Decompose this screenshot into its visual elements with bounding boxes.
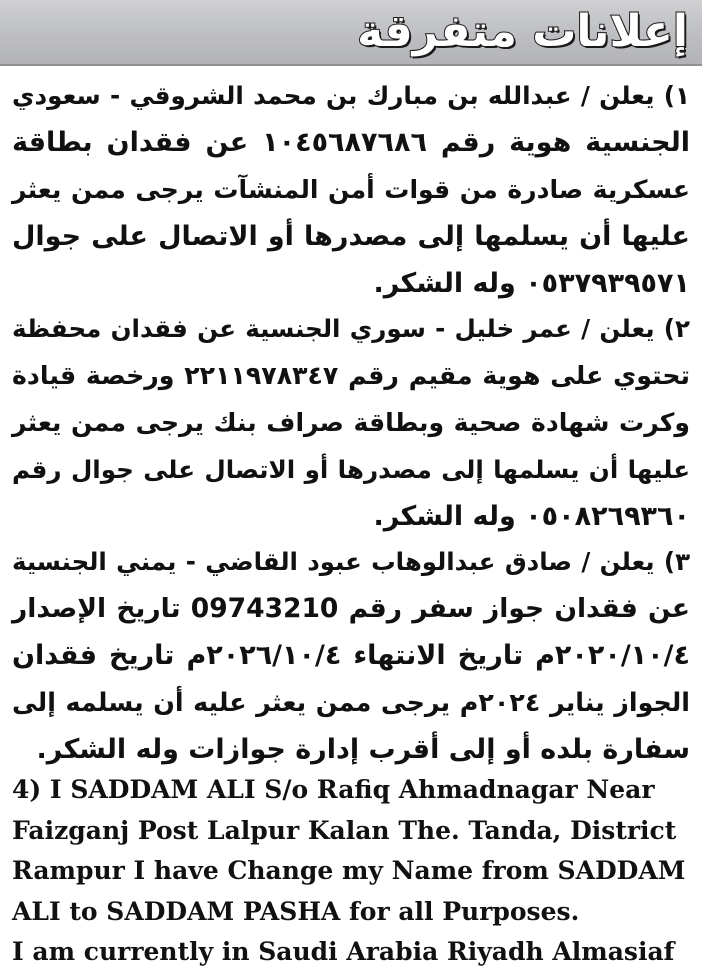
notice-3-line: ٣) يعلن / صادق عبدالوهاب عبود القاضي - يمني الجنسية: [12, 547, 690, 576]
section-header: [0, 0, 702, 66]
notice-1-line: ١) يعلن / عبدالله بن مبارك بن محمد الشروقي - سعودي: [12, 81, 690, 110]
notice-2-line: وكرت شهادة صحية وبطاقة صراف بنك يرجى ممن يعثر: [12, 408, 690, 437]
notice-4-line: I am currently in Saudi Arabia Riyadh Almasiaf: [12, 937, 675, 966]
section-title: إعلانات متفرقة: [357, 6, 688, 57]
notice-2-line: ٢) يعلن / عمر خليل - سوري الجنسية عن فقدان محفظة: [12, 314, 690, 343]
notice-2-line: عليها أن يسلمها إلى مصدرها أو الاتصال على جوال رقم: [12, 455, 690, 484]
notice-3-line: عن فقدان جواز سفر رقم 09743210 تاريخ الإصدار: [12, 593, 690, 624]
notice-2-line: ٠٥٠٨٢٦٩٣٦٠ وله الشكر.: [373, 501, 690, 532]
notice-4: [12, 770, 690, 973]
notice-3-line: سفارة بلده أو إلى أقرب إدارة جوازات وله الشكر.: [36, 734, 690, 765]
notice-3-line: ٢٠٢٠/١٠/٤م تاريخ الانتهاء ٢٠٢٦/١٠/٤م تاريخ فقدان: [12, 640, 690, 671]
notice-2-line: تحتوي على هوية مقيم رقم ٢٢١١٩٧٨٣٤٧ ورخصة قيادة: [12, 361, 690, 390]
notice-2: [12, 305, 690, 540]
notice-4-line: Rampur I have Change my Name from SADDAM: [12, 856, 686, 885]
notice-3: [12, 538, 690, 773]
notice-1-line: الجنسية هوية رقم ١٠٤٥٦٨٧٦٨٦ عن فقدان بطاقة: [12, 127, 690, 158]
notice-4-line: Faizganj Post Lalpur Kalan The. Tanda, District: [12, 815, 677, 845]
notice-1-line: ٠٥٣٧٩٣٩٥٧١ وله الشكر.: [373, 268, 690, 299]
notice-3-line: الجواز يناير ٢٠٢٤م يرجى ممن يعثر عليه أن يسلمه إلى: [12, 687, 691, 717]
notice-1: [12, 72, 690, 307]
notice-1-line: عليها أن يسلمها إلى مصدرها أو الاتصال على جوال: [12, 221, 690, 252]
notice-1-line: عسكرية صادرة من قوات أمن المنشآت يرجى ممن يعثر: [12, 175, 690, 204]
notice-4-line: 4) I SADDAM ALI S/o Rafiq Ahmadnagar Near: [12, 775, 655, 804]
notice-4-line: ALI to SADDAM PASHA for all Purposes.: [12, 896, 580, 926]
